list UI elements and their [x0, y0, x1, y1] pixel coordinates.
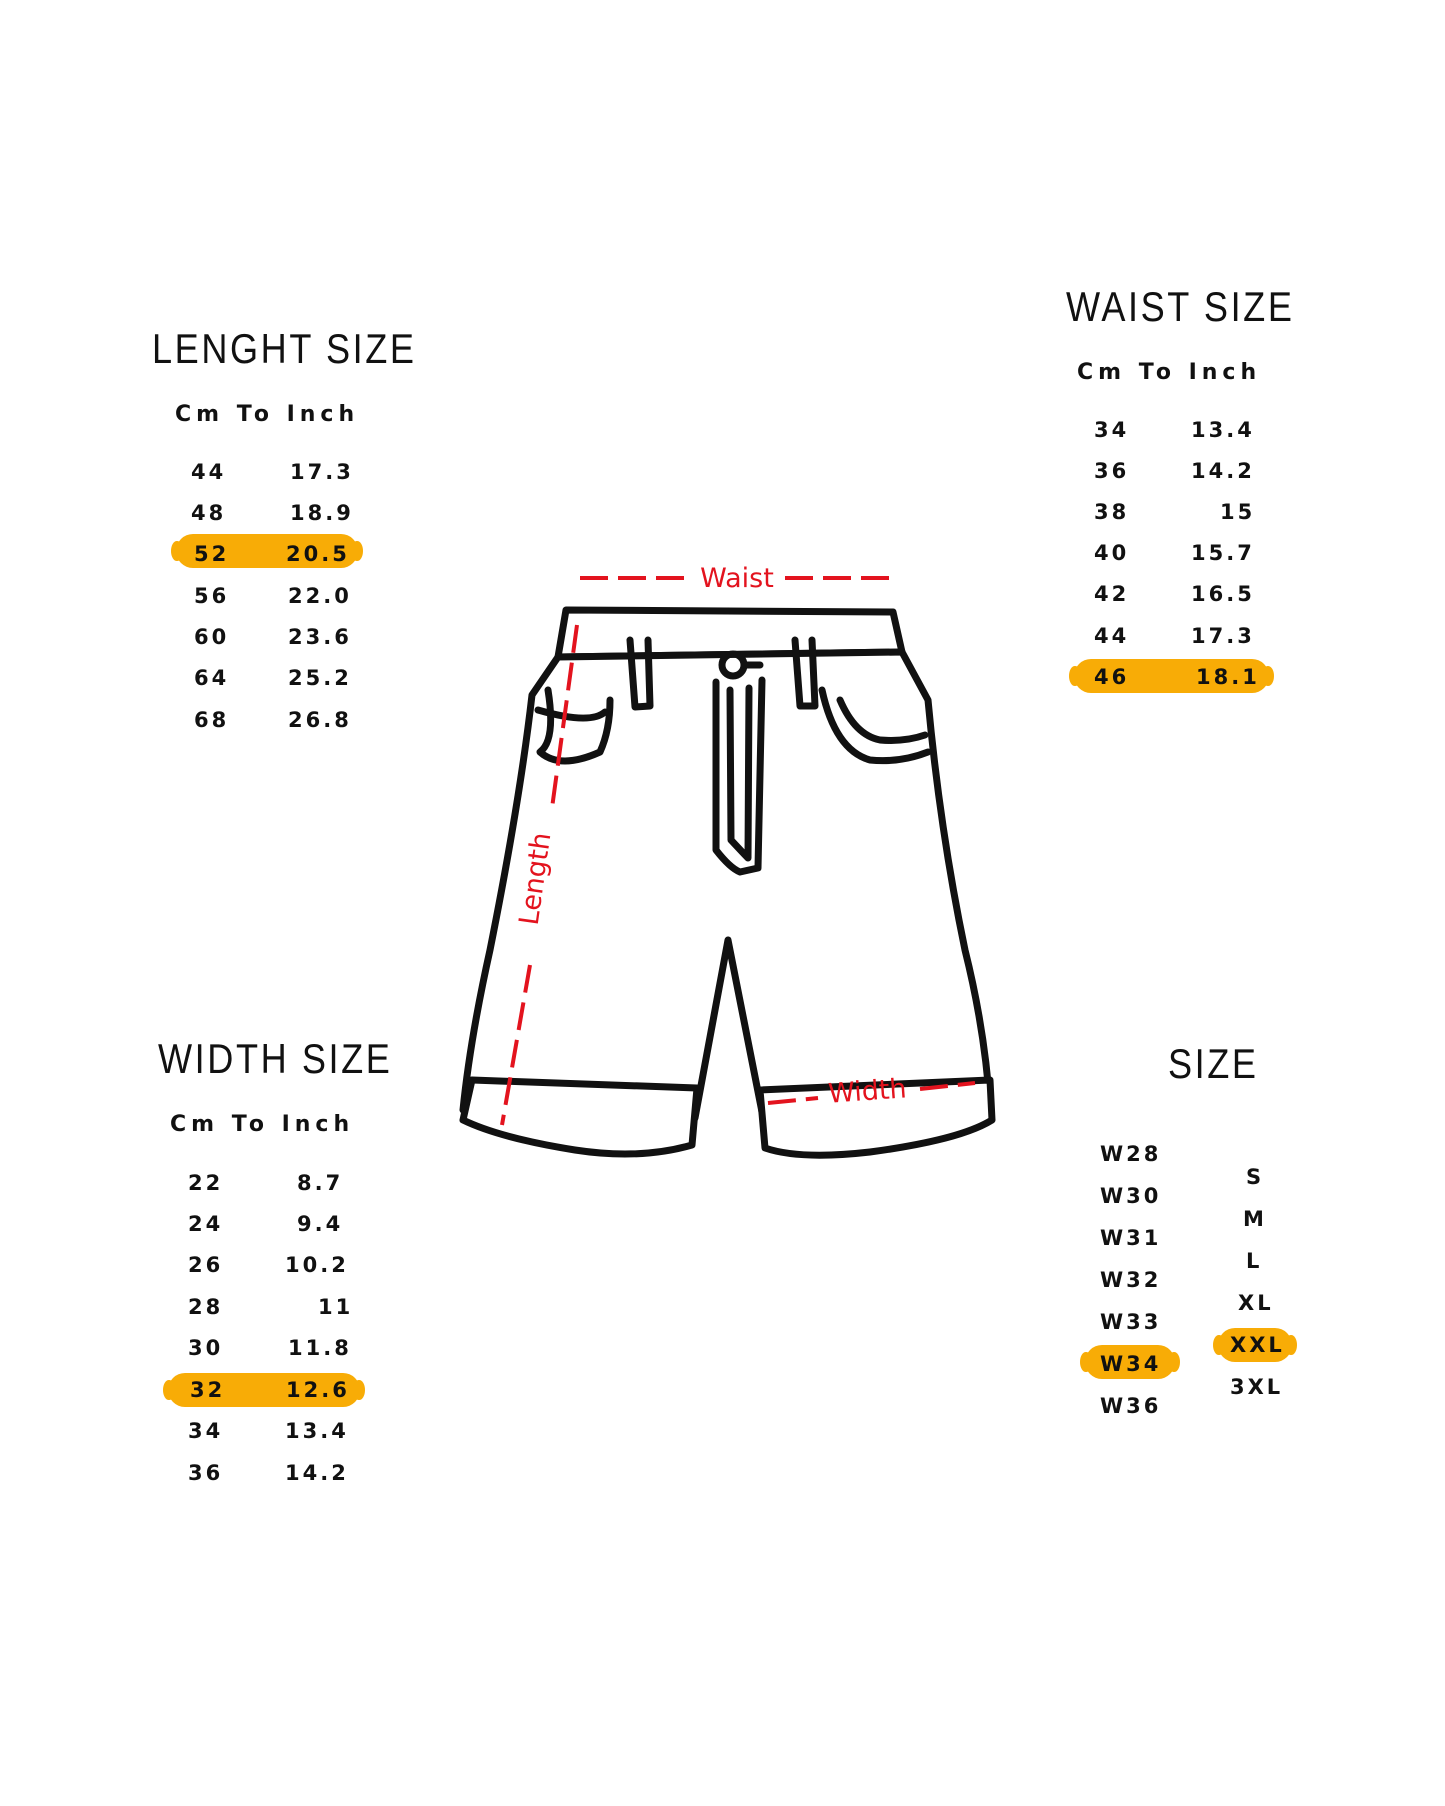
inch-value: 9.4: [297, 1212, 344, 1236]
list-item: 3XL: [1230, 1375, 1284, 1399]
inch-value: 17.3: [1191, 624, 1255, 648]
waist-label: Waist: [700, 563, 774, 594]
cm-value: 56: [194, 584, 230, 608]
width-label: Width: [827, 1073, 908, 1110]
list-item: W32: [1100, 1268, 1162, 1292]
inch-value: 17.3: [290, 460, 354, 484]
inch-value: 20.5: [286, 542, 350, 566]
cm-value: 44: [191, 460, 227, 484]
list-item: XXL: [1230, 1333, 1285, 1357]
cm-value: 42: [1094, 582, 1130, 606]
cm-value: 36: [1094, 459, 1130, 483]
list-item: W31: [1100, 1226, 1162, 1250]
inch-value: 8.7: [297, 1171, 344, 1195]
cm-value: 24: [188, 1212, 224, 1236]
list-item: S: [1246, 1165, 1265, 1189]
waist-size-title: WAIST SIZE: [1066, 283, 1295, 330]
cm-value: 44: [1094, 624, 1130, 648]
cm-value: 38: [1094, 500, 1130, 524]
inch-value: 15: [1220, 500, 1256, 524]
cm-value: 34: [1094, 418, 1130, 442]
size-title: SIZE: [1168, 1040, 1259, 1087]
width-size-subheader: Cm To Inch: [170, 1112, 355, 1137]
cm-value: 22: [188, 1171, 224, 1195]
waist-size-subheader: Cm To Inch: [1077, 360, 1262, 385]
length-label: Length: [513, 830, 558, 928]
cm-value: 40: [1094, 541, 1130, 565]
inch-value: 10.2: [285, 1253, 349, 1277]
cm-value: 46: [1094, 665, 1130, 689]
inch-value: 22.0: [288, 584, 352, 608]
inch-value: 12.6: [286, 1378, 350, 1402]
inch-value: 14.2: [1191, 459, 1255, 483]
cm-value: 30: [188, 1336, 224, 1360]
inch-value: 14.2: [285, 1461, 349, 1485]
shorts-diagram: [450, 560, 1010, 1170]
inch-value: 18.1: [1196, 665, 1260, 689]
cm-value: 60: [194, 625, 230, 649]
inch-value: 26.8: [288, 708, 352, 732]
cm-value: 36: [188, 1461, 224, 1485]
cm-value: 34: [188, 1419, 224, 1443]
length-size-title: LENGHT SIZE: [152, 325, 417, 372]
inch-value: 16.5: [1191, 582, 1255, 606]
width-size-title: WIDTH SIZE: [158, 1035, 393, 1082]
cm-value: 26: [188, 1253, 224, 1277]
inch-value: 11.8: [288, 1336, 352, 1360]
inch-value: 13.4: [1191, 418, 1255, 442]
list-item: L: [1246, 1249, 1263, 1273]
list-item: W30: [1100, 1184, 1162, 1208]
cm-value: 52: [194, 542, 230, 566]
inch-value: 13.4: [285, 1419, 349, 1443]
cm-value: 28: [188, 1295, 224, 1319]
cm-value: 48: [191, 501, 227, 525]
list-item: W33: [1100, 1310, 1162, 1334]
cm-value: 64: [194, 666, 230, 690]
length-size-subheader: Cm To Inch: [175, 402, 360, 427]
cm-value: 68: [194, 708, 230, 732]
inch-value: 11: [318, 1295, 354, 1319]
inch-value: 25.2: [288, 666, 352, 690]
list-item: W34: [1100, 1352, 1162, 1376]
inch-value: 15.7: [1191, 541, 1255, 565]
list-item: W36: [1100, 1394, 1162, 1418]
list-item: W28: [1100, 1142, 1162, 1166]
list-item: M: [1243, 1207, 1267, 1231]
list-item: XL: [1238, 1291, 1274, 1315]
inch-value: 18.9: [290, 501, 354, 525]
inch-value: 23.6: [288, 625, 352, 649]
cm-value: 32: [190, 1378, 226, 1402]
